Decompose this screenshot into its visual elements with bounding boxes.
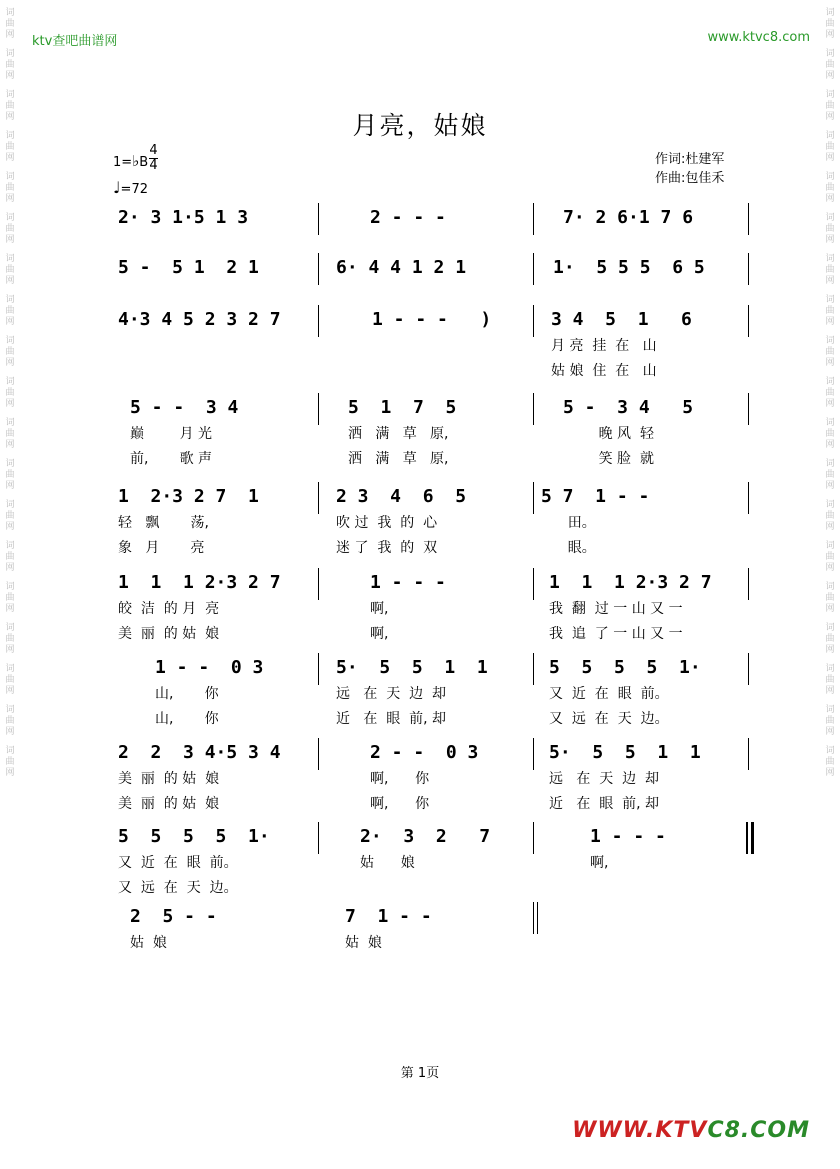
end-bar-thin-2 bbox=[537, 902, 538, 934]
bar-line bbox=[748, 568, 749, 600]
right-watermark bbox=[822, 0, 838, 1169]
watermark-glyph-group: 词 曲 网 bbox=[5, 705, 15, 737]
watermark-glyph-group: 词 曲 网 bbox=[5, 377, 15, 409]
measure-notes: 1 2·3 2 7 1 bbox=[118, 486, 259, 507]
measure-notes: 3 4 5 1 6 bbox=[551, 309, 692, 330]
watermark-glyph-group: 词 曲 网 bbox=[825, 49, 835, 81]
measure-notes: 1 - - - bbox=[370, 572, 446, 593]
lyric-line: 又 近 在 眼 前。 bbox=[118, 855, 238, 871]
lyric-line: 又 远 在 天 边。 bbox=[118, 880, 238, 896]
left-watermark bbox=[2, 0, 18, 1169]
lyric-line: 啊, 你 bbox=[370, 771, 430, 787]
bar-line bbox=[318, 305, 319, 337]
watermark-glyph-group: 词 曲 网 bbox=[825, 8, 835, 40]
bar-line bbox=[533, 393, 534, 425]
measure-notes: 1 - - - bbox=[590, 826, 666, 847]
measure-notes: 1 - - 0 3 bbox=[155, 657, 264, 678]
bar-line bbox=[318, 568, 319, 600]
watermark-glyph-group: 词 曲 网 bbox=[825, 746, 835, 778]
watermark-glyph-group: 词 曲 网 bbox=[825, 418, 835, 450]
end-bar-thin bbox=[533, 902, 534, 934]
tempo-marking bbox=[113, 178, 148, 197]
measure-notes: 1 1 1 2·3 2 7 bbox=[118, 572, 281, 593]
measure-notes: 2 - - - bbox=[370, 207, 446, 228]
lyric-line: 姑 娘 bbox=[345, 935, 382, 951]
watermark-glyph-group: 词 曲 网 bbox=[5, 459, 15, 491]
measure-notes: 5· 5 5 1 1 bbox=[549, 742, 701, 763]
lyric-line: 眼。 bbox=[541, 540, 596, 556]
watermark-glyph-group: 词 曲 网 bbox=[5, 500, 15, 532]
time-numerator: 4 bbox=[149, 143, 158, 158]
watermark-glyph-group: 词 曲 网 bbox=[5, 418, 15, 450]
page-number: 第 1页 bbox=[400, 1066, 440, 1081]
watermark-glyph-group: 词 曲 网 bbox=[825, 377, 835, 409]
header-left-site[interactable]: ktv查吧曲谱网 bbox=[32, 34, 118, 49]
lyric-line: 近 在 眼 前, 却 bbox=[336, 711, 447, 727]
lyric-line: 我 追 了 一 山 又 一 bbox=[549, 626, 683, 642]
watermark-glyph-group: 词 曲 网 bbox=[5, 49, 15, 81]
lyric-line: 美 丽 的 姑 娘 bbox=[118, 796, 220, 812]
lyric-line: 象 月 亮 bbox=[118, 540, 205, 556]
lyric-line: 又 远 在 天 边。 bbox=[549, 711, 669, 727]
bar-line bbox=[318, 253, 319, 285]
logo-com: .COM bbox=[740, 1118, 810, 1143]
watermark-glyph-group: 词 曲 网 bbox=[825, 254, 835, 286]
watermark-glyph-group: 词 曲 网 bbox=[825, 705, 835, 737]
bar-line bbox=[533, 253, 534, 285]
bar-line bbox=[533, 305, 534, 337]
bar-line bbox=[533, 203, 534, 235]
key-signature bbox=[113, 152, 148, 170]
time-denominator: 4 bbox=[149, 158, 158, 173]
measure-notes: 5 5 5 5 1· bbox=[549, 657, 701, 678]
measure-notes: 5 5 5 5 1· bbox=[118, 826, 270, 847]
lyric-line: 姑 娘 bbox=[130, 935, 167, 951]
watermark-glyph-group: 词 曲 网 bbox=[5, 623, 15, 655]
watermark-glyph-group: 词 曲 网 bbox=[825, 623, 835, 655]
watermark-glyph-group: 词 曲 网 bbox=[5, 8, 15, 40]
lyric-line: 美 丽 的 姑 娘 bbox=[118, 771, 220, 787]
lyricist: 作词:杜建军 bbox=[655, 152, 725, 167]
watermark-glyph-group: 词 曲 网 bbox=[5, 664, 15, 696]
measure-notes: 5· 5 5 1 1 bbox=[336, 657, 488, 678]
watermark-glyph-group: 词 曲 网 bbox=[825, 459, 835, 491]
lyric-line: 啊, 你 bbox=[370, 796, 430, 812]
measure-notes: 2 3 4 6 5 bbox=[336, 486, 467, 507]
lyric-line: 山, 你 bbox=[155, 711, 219, 727]
flat-sign: ♭ bbox=[132, 152, 140, 170]
measure-notes: 1· 5 5 5 6 5 bbox=[553, 257, 705, 278]
logo-ktv: KTV bbox=[655, 1118, 708, 1143]
bar-line bbox=[318, 203, 319, 235]
bar-line bbox=[533, 568, 534, 600]
measure-notes: 2 5 - - bbox=[130, 906, 217, 927]
lyric-line: 洒 满 草 原, bbox=[348, 451, 449, 467]
lyric-line: 又 近 在 眼 前。 bbox=[549, 686, 669, 702]
repeat-bar-thin bbox=[746, 822, 748, 854]
lyric-line: 山, 你 bbox=[155, 686, 219, 702]
header-right-site[interactable]: www.ktvc8.com bbox=[707, 30, 810, 45]
watermark-glyph-group: 词 曲 网 bbox=[825, 172, 835, 204]
bar-line bbox=[318, 653, 319, 685]
watermark-glyph-group: 词 曲 网 bbox=[5, 172, 15, 204]
watermark-glyph-group: 词 曲 网 bbox=[825, 500, 835, 532]
watermark-glyph-group: 词 曲 网 bbox=[5, 254, 15, 286]
watermark-glyph-group: 词 曲 网 bbox=[825, 541, 835, 573]
bar-line bbox=[318, 482, 319, 514]
measure-notes: 6· 4 4 1 2 1 bbox=[336, 257, 467, 278]
watermark-glyph-group: 词 曲 网 bbox=[5, 582, 15, 614]
measure-notes: 5 1 7 5 bbox=[348, 397, 457, 418]
composer: 作曲:包佳禾 bbox=[655, 171, 725, 186]
measure-notes: 7· 2 6·1 7 6 bbox=[563, 207, 694, 228]
watermark-glyph-group: 词 曲 网 bbox=[825, 664, 835, 696]
watermark-glyph-group: 词 曲 网 bbox=[825, 582, 835, 614]
lyric-line: 吹 过 我 的 心 bbox=[336, 515, 438, 531]
measure-notes: 5 - 3 4 5 bbox=[563, 397, 694, 418]
lyric-line: 迷 了 我 的 双 bbox=[336, 540, 438, 556]
watermark-glyph-group: 词 曲 网 bbox=[5, 90, 15, 122]
measure-notes: 5 7 1 - - bbox=[541, 486, 650, 507]
watermark-glyph-group: 词 曲 网 bbox=[5, 336, 15, 368]
lyric-line: 我 翻 过 一 山 又 一 bbox=[549, 601, 683, 617]
lyric-line: 啊, bbox=[370, 601, 389, 617]
bar-line bbox=[748, 253, 749, 285]
watermark-glyph-group: 词 曲 网 bbox=[825, 336, 835, 368]
lyric-line: 远 在 天 边 却 bbox=[336, 686, 447, 702]
quarter-note-icon: ♩ bbox=[113, 178, 121, 197]
time-signature bbox=[149, 144, 158, 173]
measure-notes: 2 2 3 4·5 3 4 bbox=[118, 742, 281, 763]
watermark-glyph-group: 词 曲 网 bbox=[825, 90, 835, 122]
measure-notes: 2 - - 0 3 bbox=[370, 742, 479, 763]
watermark-glyph-group: 词 曲 网 bbox=[5, 131, 15, 163]
repeat-bar-thick bbox=[751, 822, 754, 854]
lyric-line: 美 丽 的 姑 娘 bbox=[118, 626, 220, 642]
bar-line bbox=[318, 393, 319, 425]
bar-line bbox=[533, 482, 534, 514]
lyric-line: 前, 歌 声 bbox=[130, 451, 213, 467]
lyric-line: 啊, bbox=[590, 855, 609, 871]
bar-line bbox=[748, 482, 749, 514]
lyric-line: 近 在 眼 前, 却 bbox=[549, 796, 660, 812]
measure-notes: 4·3 4 5 2 3 2 7 bbox=[118, 309, 281, 330]
lyric-line: 月 亮 挂 在 山 bbox=[551, 338, 657, 354]
bar-line bbox=[533, 653, 534, 685]
logo-c8: C8 bbox=[707, 1118, 741, 1143]
song-title: 月亮，姑娘 bbox=[352, 111, 488, 140]
lyric-line: 皎 洁 的 月 亮 bbox=[118, 601, 220, 617]
watermark-glyph-group: 词 曲 网 bbox=[5, 295, 15, 327]
lyric-line: 晚 风 轻 bbox=[563, 426, 654, 442]
watermark-glyph-group: 词 曲 网 bbox=[5, 541, 15, 573]
measure-notes: 5 - - 3 4 bbox=[130, 397, 239, 418]
lyric-line: 笑 脸 就 bbox=[563, 451, 654, 467]
measure-notes: 1 - - - ) bbox=[372, 309, 492, 330]
lyric-line: 巅 月 光 bbox=[130, 426, 213, 442]
measure-notes: 2· 3 2 7 bbox=[360, 826, 491, 847]
lyric-line: 田。 bbox=[541, 515, 596, 531]
watermark-glyph-group: 词 曲 网 bbox=[825, 295, 835, 327]
bar-line bbox=[748, 305, 749, 337]
measure-notes: 7 1 - - bbox=[345, 906, 432, 927]
footer-logo[interactable] bbox=[572, 1118, 810, 1143]
credits bbox=[655, 150, 724, 188]
measure-notes: 1 1 1 2·3 2 7 bbox=[549, 572, 712, 593]
watermark-glyph-group: 词 曲 网 bbox=[5, 213, 15, 245]
bar-line bbox=[318, 738, 319, 770]
watermark-glyph-group: 词 曲 网 bbox=[5, 746, 15, 778]
watermark-glyph-group: 词 曲 网 bbox=[825, 213, 835, 245]
key-note: B bbox=[139, 155, 149, 170]
lyric-line: 姑 娘 bbox=[360, 855, 415, 871]
lyric-line: 远 在 天 边 却 bbox=[549, 771, 660, 787]
measure-notes: 2· 3 1·5 1 3 bbox=[118, 207, 249, 228]
lyric-line: 姑 娘 住 在 山 bbox=[551, 363, 657, 379]
bar-line bbox=[318, 822, 319, 854]
bar-line bbox=[748, 393, 749, 425]
lyric-line: 啊, bbox=[370, 626, 389, 642]
lyric-line: 洒 满 草 原, bbox=[348, 426, 449, 442]
tempo-value: =72 bbox=[120, 182, 148, 197]
bar-line bbox=[748, 653, 749, 685]
bar-line bbox=[748, 738, 749, 770]
key-label: 1= bbox=[113, 155, 133, 170]
bar-line bbox=[533, 822, 534, 854]
watermark-glyph-group: 词 曲 网 bbox=[825, 131, 835, 163]
measure-notes: 5 - 5 1 2 1 bbox=[118, 257, 259, 278]
logo-www: WWW. bbox=[572, 1118, 656, 1143]
bar-line bbox=[748, 203, 749, 235]
bar-line bbox=[533, 738, 534, 770]
lyric-line: 轻 飘 荡, bbox=[118, 515, 209, 531]
